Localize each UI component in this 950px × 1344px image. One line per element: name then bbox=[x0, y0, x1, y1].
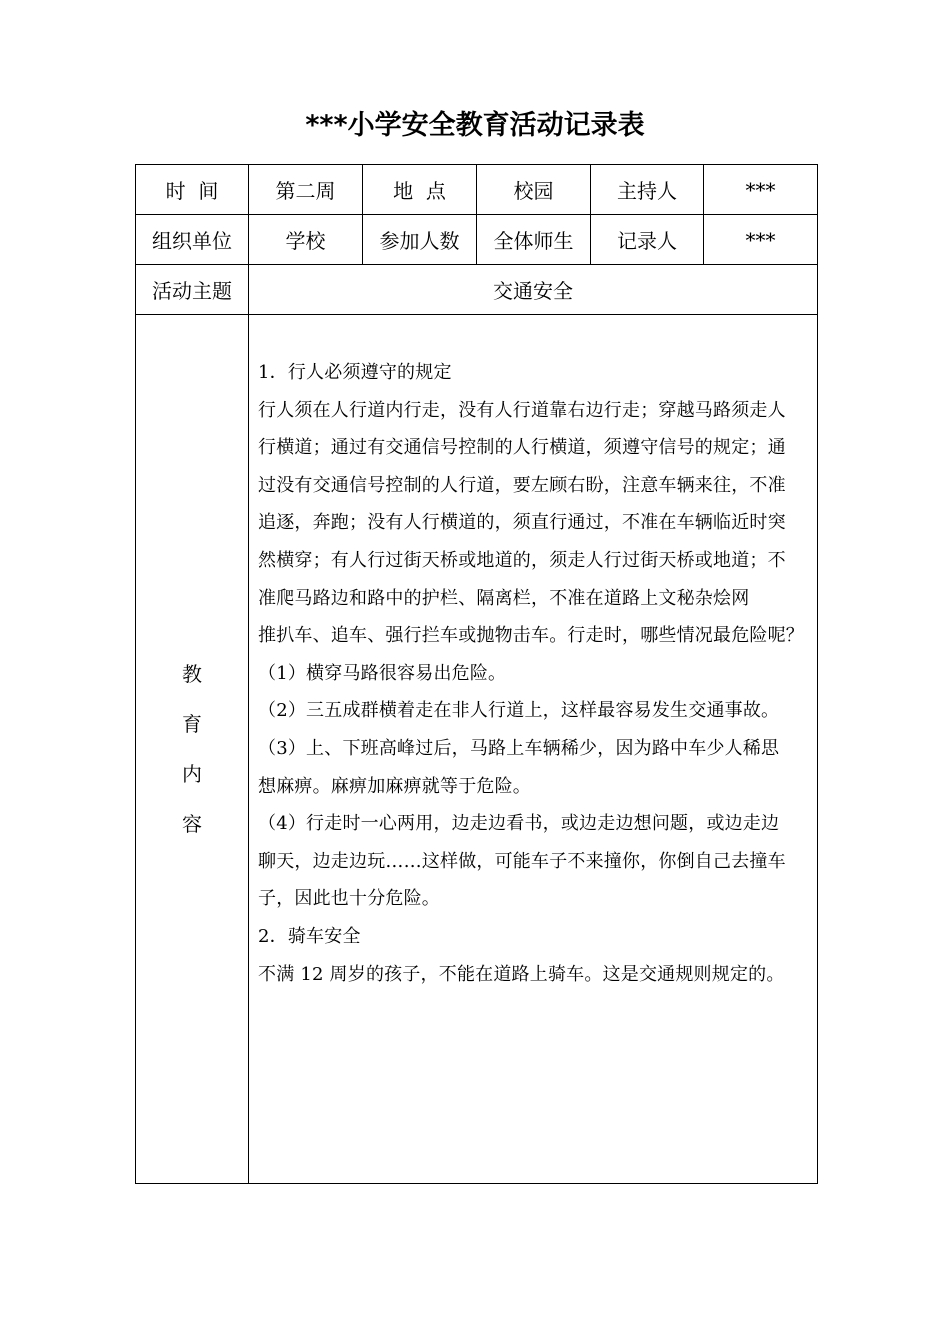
content-line: 行人须在人行道内行走，没有人行道靠右边行走；穿越马路须走人 bbox=[258, 399, 786, 421]
content-line: 然横穿；有人行过街天桥或地道的，须走人行过街天桥或地道；不 bbox=[258, 549, 786, 571]
content-line: 行横道；通过有交通信号控制的人行横道，须遵守信号的规定；通 bbox=[258, 437, 786, 459]
content-body bbox=[249, 315, 818, 1184]
time-label: 时 间 bbox=[136, 165, 249, 215]
page-title: ***小学安全教育活动记录表 bbox=[305, 110, 645, 141]
content-line: 想麻痹。麻痹加麻痹就等于危险。 bbox=[258, 775, 531, 797]
org-label: 组织单位 bbox=[136, 215, 249, 265]
content-line: 聊天，边走边玩……这样做，可能车子不来撞你，你倒自己去撞车 bbox=[258, 850, 786, 872]
table-row bbox=[136, 215, 818, 265]
content-line: 子，因此也十分危险。 bbox=[258, 888, 440, 910]
content-line: （3）上、下班高峰过后，马路上车辆稀少，因为路中车少人稀思 bbox=[258, 737, 780, 759]
content-label bbox=[136, 315, 249, 1184]
content-line: 2．骑车安全 bbox=[258, 925, 361, 947]
content-line: 不满 12 周岁的孩子，不能在道路上骑车。这是交通规则规定的。 bbox=[258, 963, 785, 985]
recorder-value: *** bbox=[704, 215, 818, 265]
host-value: *** bbox=[704, 165, 818, 215]
content-label-char: 内 bbox=[182, 762, 202, 786]
table-row bbox=[136, 315, 818, 1184]
time-value: 第二周 bbox=[249, 165, 363, 215]
content-line: （4）行走时一心两用，边走边看书，或边走边想问题，或边走边 bbox=[258, 813, 780, 835]
theme-label: 活动主题 bbox=[136, 265, 249, 315]
recorder-label: 记录人 bbox=[591, 215, 704, 265]
org-value: 学校 bbox=[249, 215, 363, 265]
content-line: （2）三五成群横着走在非人行道上，这样最容易发生交通事故。 bbox=[258, 700, 780, 722]
place-label: 地 点 bbox=[363, 165, 477, 215]
table-row bbox=[136, 165, 818, 215]
place-value: 校园 bbox=[477, 165, 591, 215]
content-label-char: 容 bbox=[182, 812, 202, 836]
host-label: 主持人 bbox=[591, 165, 704, 215]
content-text bbox=[249, 315, 817, 993]
content-line: 推扒车、追车、强行拦车或抛物击车。行走时，哪些情况最危险呢？ bbox=[258, 625, 804, 647]
content-label-char: 育 bbox=[182, 712, 202, 736]
theme-value: 交通安全 bbox=[249, 265, 818, 315]
content-line: 准爬马路边和路中的护栏、隔离栏，不准在道路上文秘杂烩网 bbox=[258, 587, 750, 609]
content-line: 1．行人必须遵守的规定 bbox=[258, 362, 452, 383]
content-line: （1）横穿马路很容易出危险。 bbox=[258, 662, 507, 684]
content-line: 追逐，奔跑；没有人行横道的，须直行通过，不准在车辆临近时突 bbox=[258, 512, 786, 534]
count-value: 全体师生 bbox=[477, 215, 591, 265]
content-label-char: 教 bbox=[182, 662, 202, 686]
record-table bbox=[135, 164, 818, 1184]
content-line: 过没有交通信号控制的人行道，要左顾右盼，注意车辆来往，不准 bbox=[258, 474, 786, 496]
count-label: 参加人数 bbox=[363, 215, 477, 265]
table-row bbox=[136, 265, 818, 315]
